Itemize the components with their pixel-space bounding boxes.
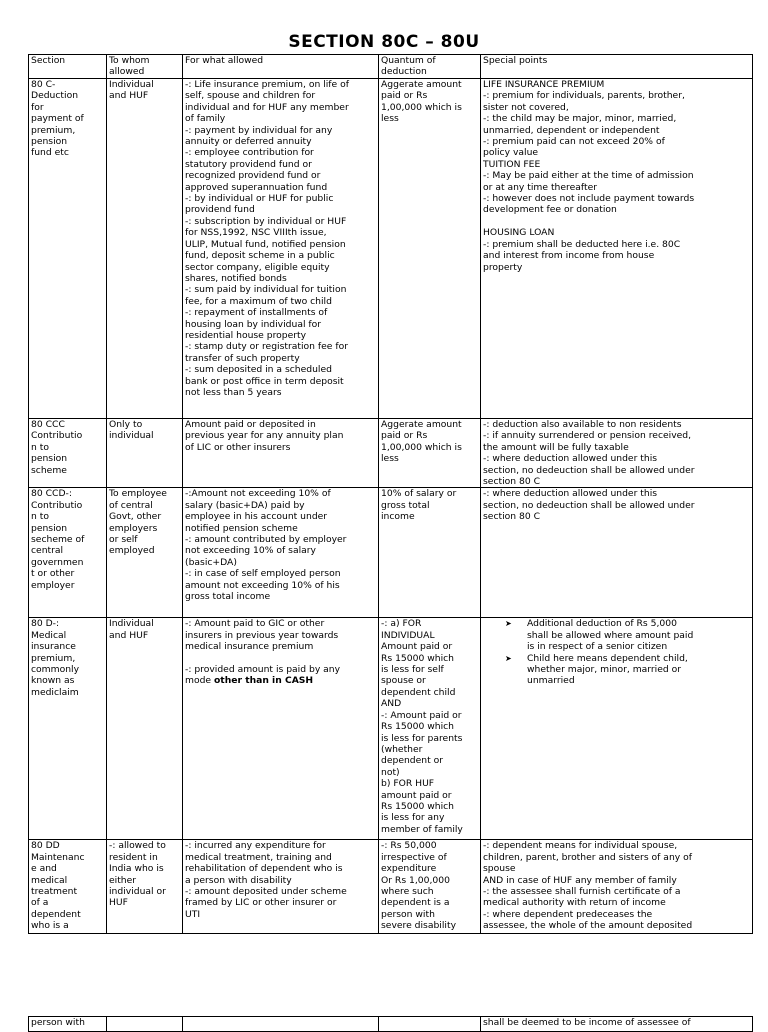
page-title: SECTION 80C – 80U xyxy=(288,32,480,52)
header-quantum: Quantum of deduction xyxy=(379,55,481,79)
section-cell: 80 CCD-: Contributio n to pension secheme of central governmen t or other employer xyxy=(29,488,107,618)
section-cell: 80 DD Maintenanc e and medical treatment of a dependent who is a xyxy=(29,840,107,934)
header-for-what: For what allowed xyxy=(183,55,379,79)
what-cell: -: incurred any expenditure for medical treatment, training and rehabilitation of dependent who is a person with disability -: amount deposited under scheme framed by LIC or other insurer or UTI xyxy=(183,840,379,934)
section-cell: 80 D-: Medical insurance premium, commonly known as mediclaim xyxy=(29,618,107,840)
special-cell: -: deduction also available to non residents -: if annuity surrendered or pension received, the amount will be fully taxable -: where deduction allowed under this section, no dedeuction shall be allowed under section 80 C xyxy=(481,419,753,488)
bullet-list xyxy=(483,618,750,686)
list-item xyxy=(505,618,750,652)
bullet-text: Child here means dependent child, whether major, minor, married or unmarried xyxy=(527,652,688,687)
what-cell: Amount paid or deposited in previous year for any annuity plan of LIC or other insurers xyxy=(183,419,379,488)
special-cell: -: dependent means for individual spouse, children, parent, brother and sisters of any of spouse AND in case of HUF any member of family -: the assessee shall furnish certificate of a medical authority with return of income -: where dependent predeceases the assessee, the whole of the amount deposited xyxy=(481,840,753,934)
continuation-table xyxy=(28,1016,753,1032)
deduction-table xyxy=(28,54,753,934)
special-cell: LIFE INSURANCE PREMIUM -: premium for individuals, parents, brother, sister not covered, -: the child may be major, minor, married, unmarried, dependent or independent -: premium paid can not exceed 20% of policy value TUITION FEE -: May be paid either at the time of admission or at any time thereafter -: however does not include payment towards development fee or donation HOUSING LOAN -: premium shall be deducted here i.e. 80C and interest from income from house property xyxy=(481,79,753,419)
what-cell xyxy=(183,618,379,840)
whom-cell: Only to individual xyxy=(107,419,183,488)
header-to-whom: To whom allowed xyxy=(107,55,183,79)
what-cell: -:Amount not exceeding 10% of salary (basic+DA) paid by employee in his account under notified pension scheme -: amount contributed by employer not exceeding 10% of salary (basic+DA) -: in case of self employed person amount not exceeding 10% of his gross total income xyxy=(183,488,379,618)
section-cell: 80 C- Deduction for payment of premium, pension fund etc xyxy=(29,79,107,419)
whom-cell: -: allowed to resident in India who is either individual or HUF xyxy=(107,840,183,934)
quantum-cell xyxy=(379,1017,481,1032)
table-row xyxy=(29,1017,753,1032)
header-section: Section xyxy=(29,55,107,79)
list-item xyxy=(505,653,750,687)
quantum-cell: -: Rs 50,000 irrespective of expenditure Or Rs 1,00,000 where such dependent is a person with severe disability xyxy=(379,840,481,934)
table-row xyxy=(29,618,753,840)
whom-cell: To employee of central Govt, other employers or self employed xyxy=(107,488,183,618)
special-cell xyxy=(481,618,753,840)
what-text: -: Amount paid to GIC or other insurers in previous year towards medical insurance premium -: provided amount is paid by any mode xyxy=(185,618,341,687)
table-row xyxy=(29,488,753,618)
section-cell: 80 CCC Contributio n to pension scheme xyxy=(29,419,107,488)
quantum-cell: 10% of salary or gross total income xyxy=(379,488,481,618)
quantum-cell: -: a) FOR INDIVIDUAL Amount paid or Rs 15000 which is less for self spouse or dependent child AND -: Amount paid or Rs 15000 which is less for parents (whether dependent or not) b) FOR HUF amount paid or Rs 15000 which is less for any member of family xyxy=(379,618,481,840)
section-cell: person with xyxy=(29,1017,107,1032)
whom-cell: Individual and HUF xyxy=(107,79,183,419)
special-cell: -: where deduction allowed under this section, no dedeuction shall be allowed under section 80 C xyxy=(481,488,753,618)
what-bold-text: other than in CASH xyxy=(213,675,314,687)
whom-cell xyxy=(107,1017,183,1032)
arrow-bullet-icon: ➤ xyxy=(505,619,512,629)
table-row xyxy=(29,419,753,488)
what-cell xyxy=(183,1017,379,1032)
bullet-text: Additional deduction of Rs 5,000 shall be allowed where amount paid is in respect of a senior citizen xyxy=(527,618,694,653)
table-row xyxy=(29,79,753,419)
table-row xyxy=(29,840,753,934)
header-row xyxy=(29,55,753,79)
special-cell: shall be deemed to be income of assessee of xyxy=(481,1017,753,1032)
quantum-cell: Aggerate amount paid or Rs 1,00,000 which is less xyxy=(379,79,481,419)
quantum-cell: Aggerate amount paid or Rs 1,00,000 which is less xyxy=(379,419,481,488)
header-special-points: Special points xyxy=(481,55,753,79)
arrow-bullet-icon: ➤ xyxy=(505,653,512,663)
what-cell: -: Life insurance premium, on life of self, spouse and children for individual and for HUF any member of family -: payment by individual for any annuity or deferred annuity -: employee contribution for statutory providend fund or recognized providend fund or approved superannuation fund -: by individual or HUF for public providend fund -: subscription by individual or HUF for NSS,1992, NSC VIIIth issue, ULIP, Mutual fund, notified pension fund, deposit scheme in a public sector company, eligible equity shares, notified bonds -: sum paid by individual for tuition fee, for a maximum of two child -: repayment of installments of housing loan by individual for residential house property -: stamp duty or registration fee for transfer of such property -: sum deposited in a scheduled bank or post office in term deposit not less than 5 years xyxy=(183,79,379,419)
whom-cell: Individual and HUF xyxy=(107,618,183,840)
